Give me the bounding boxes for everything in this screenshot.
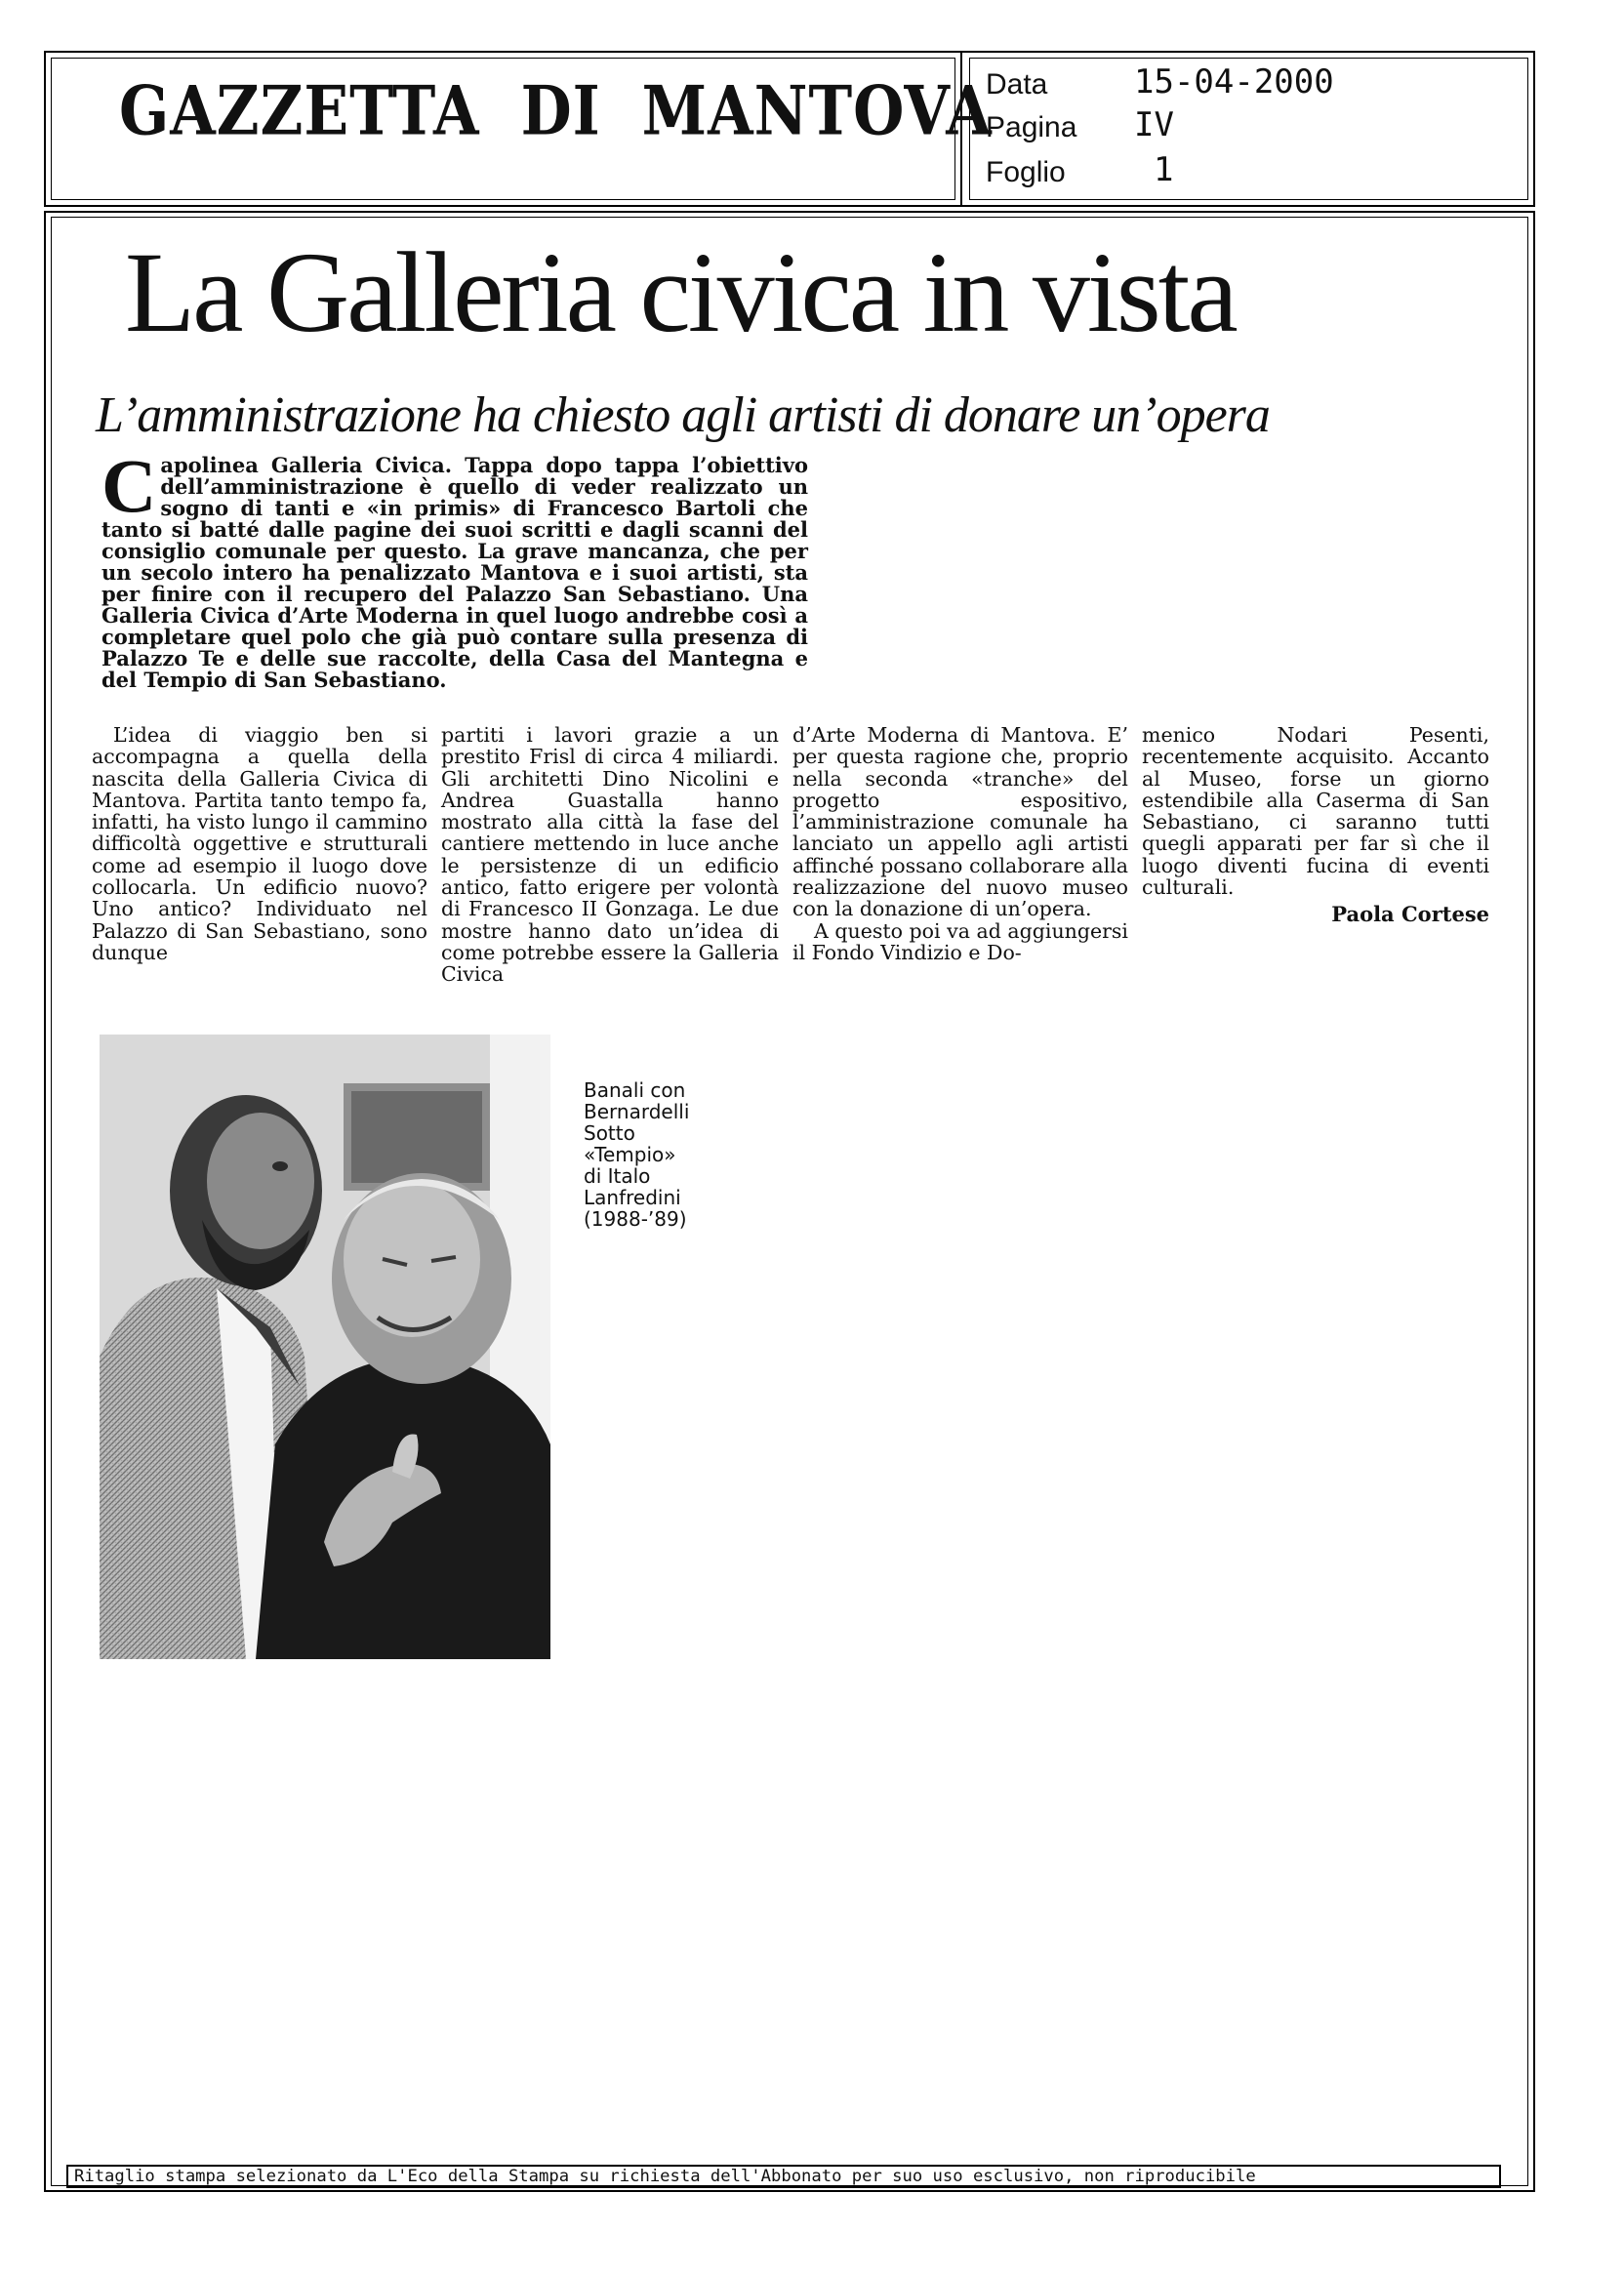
article-subhead: L’amministrazione ha chiesto agli artisti di donare un’opera — [96, 387, 1270, 443]
caption-line: «Tempio» — [584, 1143, 676, 1166]
article-lead — [102, 443, 808, 692]
data-value: 15-04-2000 — [1134, 62, 1334, 102]
foglio-value: 1 — [1154, 150, 1174, 189]
article-column-4 — [1142, 724, 1489, 926]
masthead-word: GAZZETTA — [119, 72, 480, 151]
article-column-2 — [441, 724, 779, 986]
article-photo — [100, 1035, 550, 1659]
pagina-label: Pagina — [986, 111, 1077, 143]
caption-line: Lanfredini — [584, 1186, 681, 1209]
newspaper-masthead — [119, 72, 1034, 151]
pagina-value: IV — [1134, 105, 1174, 144]
lead-drop-cap: C — [102, 443, 157, 528]
caption-line: di Italo — [584, 1164, 651, 1188]
lead-text: apolinea Galleria Civica. Tappa dopo tappa l’obiettivo dell’amministrazione è quello di veder realizzato un sogno di tanti e «in primis» di Francesco Bartoli che tanto si batté dalle pagine dei suoi scritti e dagli scanni del consiglio comunale per questo. La grave mancanza, che per un secolo intero ha penalizzato Mantova e i suoi artisti, sta per finire con il recupero del Palazzo San Sebastiano. Una Galleria Civica d’Arte Moderna in quel luogo andrebbe così a completare quel polo che già può contare sulla presenza di Palazzo Te e delle sue raccolte, della Casa del Mantegna e del Tempio di San Sebastiano. — [102, 453, 808, 692]
caption-line: Banali con — [584, 1078, 686, 1102]
caption-line: (1988-’89) — [584, 1207, 687, 1231]
caption-line: Bernardelli — [584, 1100, 690, 1123]
masthead-word: DI — [520, 72, 601, 151]
column-text: d’Arte Moderna di Mantova. E’ per questa ragione che, proprio nella seconda «tranche» del progetto espositivo, l’amministrazione comunale ha lanciato un appello agli artisti affinché possano collaborare alla realizzazione del nuovo museo con la donazione di un’opera. — [792, 723, 1128, 921]
article-column-3 — [792, 724, 1128, 963]
photo-illustration — [100, 1035, 550, 1659]
masthead-word: MANTOVA — [641, 72, 993, 151]
column-text: partiti i lavori grazie a un prestito Frisl di circa 4 miliardi. Gli architetti Dino Nicolini e Andrea Guastalla hanno mostrato alla città la fase del cantiere mettendo in luce anche le persistenze di un edificio antico, fatto erigere per volontà di Francesco II Gonzaga. Le due mostre hanno dato un’idea di come potrebbe essere la Galleria Civica — [441, 723, 779, 987]
foglio-label: Foglio — [986, 156, 1066, 188]
caption-line: Sotto — [584, 1121, 635, 1145]
photo-caption — [584, 1079, 720, 1230]
column-text: L’idea di viaggio ben si accompagna a quella della nascita della Galleria Civica di Mantova. Partita tanto tempo fa, infatti, ha visto lungo il cammino difficoltà oggettive e strutturali come ad esempio il luogo dove collocarla. Un edificio nuovo? Uno antico? Individuato nel Palazzo di San Sebastiano, sono dunque — [92, 723, 427, 964]
column-text: menico Nodari Pesenti, recentemente acquisito. Accanto al Museo, forse un giorno estendibile alla Caserma di San Sebastiano, ci saranno tutti quegli apparati per far sì che il luogo diventi fucina di eventi culturali. — [1142, 723, 1489, 900]
column-text: A questo poi va ad aggiungersi il Fondo Vindizio e Do- — [792, 918, 1128, 964]
article-column-1 — [92, 724, 427, 963]
clipping-footer: Ritaglio stampa selezionato da L'Eco della Stampa su richiesta dell'Abbonato per suo uso esclusivo, non riproducibile — [66, 2165, 1501, 2188]
data-label: Data — [986, 68, 1048, 101]
article-headline: La Galleria civica in vista — [125, 228, 1236, 356]
article-author: Paola Cortese — [1331, 902, 1489, 927]
